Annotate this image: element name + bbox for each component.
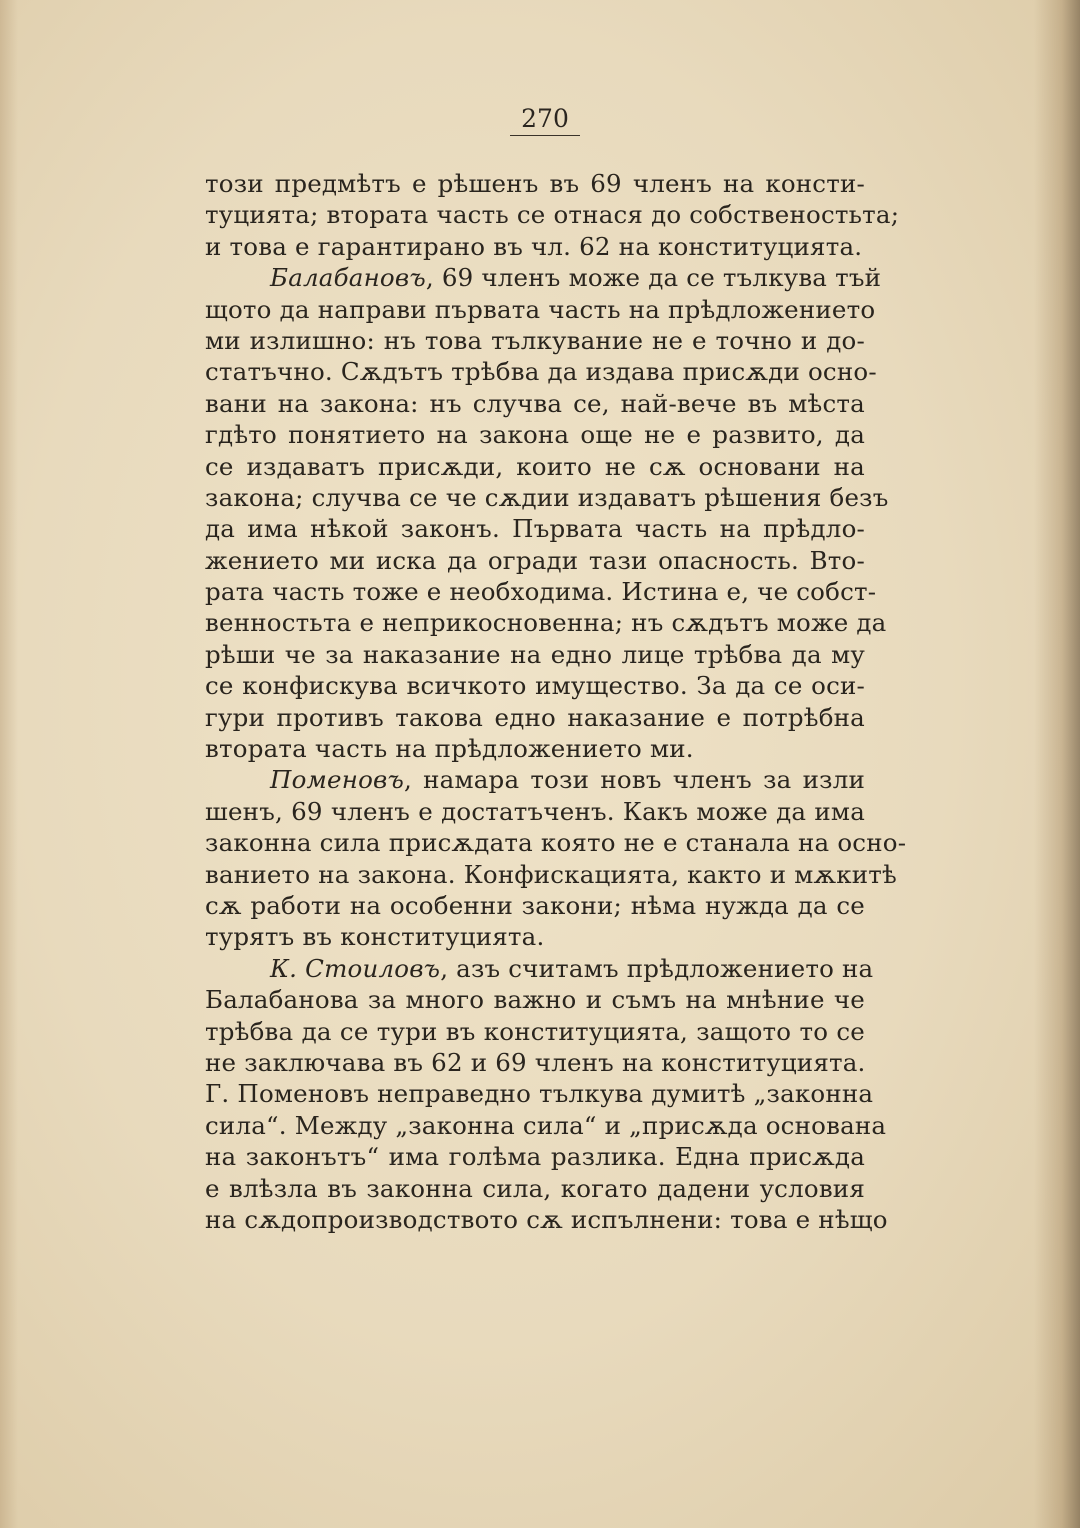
line-text: щото да направи първата часть на прѣдложението xyxy=(205,294,876,324)
line-text: ми излишно: нъ това тълкувание не е точно и до- xyxy=(205,325,865,355)
text-line xyxy=(205,294,876,325)
text-line xyxy=(205,733,865,764)
text-line xyxy=(205,482,889,513)
text-line xyxy=(205,356,877,387)
line-text: и това е гарантирано въ чл. 62 на конституцията. xyxy=(205,231,863,261)
line-text: турятъ въ конституцията. xyxy=(205,922,545,952)
text-line xyxy=(205,1110,887,1141)
text-line xyxy=(205,451,865,482)
line-text: не заключава въ 62 и 69 членъ на конституцията. xyxy=(205,1047,866,1077)
speaker-name: К. Стоиловъ xyxy=(270,953,441,983)
text-line xyxy=(205,827,907,858)
line-text: е влѣзла въ законна сила, когато дадени условия xyxy=(205,1173,865,1203)
binding-shadow xyxy=(1034,0,1080,1528)
text-line xyxy=(205,545,865,576)
line-text: , намара този новъ членъ за изли xyxy=(404,765,865,795)
line-text: ванието на закона. Конфискацията, както и мѫкитѣ xyxy=(205,859,897,889)
line-text: сила“. Между „законна сила“ и „присѫда основана xyxy=(205,1110,887,1140)
line-text: вани на закона: нъ случва се, най-вече въ мѣста xyxy=(205,388,865,418)
page-left-edge xyxy=(0,0,18,1528)
line-text: рата часть тоже е необходима. Истина е, че собст- xyxy=(205,577,877,607)
line-text: гдѣто понятието на закона още не е развито, да xyxy=(205,420,865,450)
text-line xyxy=(205,325,865,356)
line-text: трѣбва да се тури въ конституцията, защото то се xyxy=(205,1016,865,1046)
text-line xyxy=(205,639,865,670)
line-text: на законътъ“ има голѣма разлика. Една присѫда xyxy=(205,1142,865,1172)
text-line xyxy=(205,419,865,450)
text-line xyxy=(205,670,865,701)
line-text: , азъ считамъ прѣдложението на xyxy=(440,953,874,983)
text-line xyxy=(205,576,877,607)
line-text: рѣши че за наказание на едно лице трѣбва да му xyxy=(205,639,865,669)
text-line xyxy=(205,513,865,544)
text-line xyxy=(205,1204,888,1235)
text-line xyxy=(205,859,897,890)
line-text: Балабанова за много важно и съмъ на мнѣние че xyxy=(205,985,865,1015)
text-line xyxy=(205,262,882,293)
text-line xyxy=(205,702,865,733)
text-line xyxy=(205,231,865,262)
line-text: венностьта е неприкосновенна; нъ сѫдътъ може да xyxy=(205,608,887,638)
text-line xyxy=(205,921,865,952)
line-text: , 69 членъ може да се тълкува тъй xyxy=(425,263,882,293)
line-text: шенъ, 69 членъ е достатъченъ. Какъ може да има xyxy=(205,796,865,826)
line-text: гури противъ такова едно наказание е потрѣбна xyxy=(205,702,865,732)
text-line xyxy=(205,1047,865,1078)
text-line xyxy=(205,890,865,921)
line-text: се издаватъ присѫди, които не сѫ основани на xyxy=(205,451,865,481)
text-line xyxy=(205,796,865,827)
text-line xyxy=(205,953,874,984)
text-line xyxy=(205,984,865,1015)
line-text: се конфискува всичкото имущество. За да се оси- xyxy=(205,671,865,701)
text-line xyxy=(205,1078,874,1109)
speaker-name: Поменовъ xyxy=(270,765,405,795)
body-text xyxy=(205,168,907,1235)
speaker-name: Балабановъ xyxy=(270,263,426,293)
line-text: този предмѣтъ е рѣшенъ въ 69 членъ на консти- xyxy=(205,169,865,198)
text-line xyxy=(205,607,887,638)
text-line xyxy=(205,1141,865,1172)
line-text: статъчно. Сѫдътъ трѣбва да издава присѫди осно- xyxy=(205,357,877,387)
line-text: жението ми иска да огради тази опасность. Вто- xyxy=(205,545,865,575)
line-text: да има нѣкой законъ. Първата часть на прѣдло- xyxy=(205,514,865,544)
line-text: туцията; втората часть се отнася до собственостьта; xyxy=(205,200,900,230)
text-line xyxy=(205,388,865,419)
line-text: сѫ работи на особенни закони; нѣма нужда да се xyxy=(205,890,865,920)
line-text: втората часть на прѣдложението ми. xyxy=(205,734,694,764)
line-text: на сѫдопроизводството сѫ испълнени: това е нѣщо xyxy=(205,1204,888,1234)
text-line xyxy=(205,199,900,230)
text-line xyxy=(205,168,865,199)
text-line xyxy=(205,1016,865,1047)
page-number: 270 xyxy=(510,104,580,136)
line-text: Г. Поменовъ неправедно тълкува думитѣ „законна xyxy=(205,1079,874,1109)
text-line xyxy=(205,764,865,795)
line-text: законна сила присѫдата която не е станала на осно- xyxy=(205,828,907,858)
text-line xyxy=(205,1173,865,1204)
line-text: закона; случва се че сѫдии издаватъ рѣшения безъ xyxy=(205,482,889,512)
